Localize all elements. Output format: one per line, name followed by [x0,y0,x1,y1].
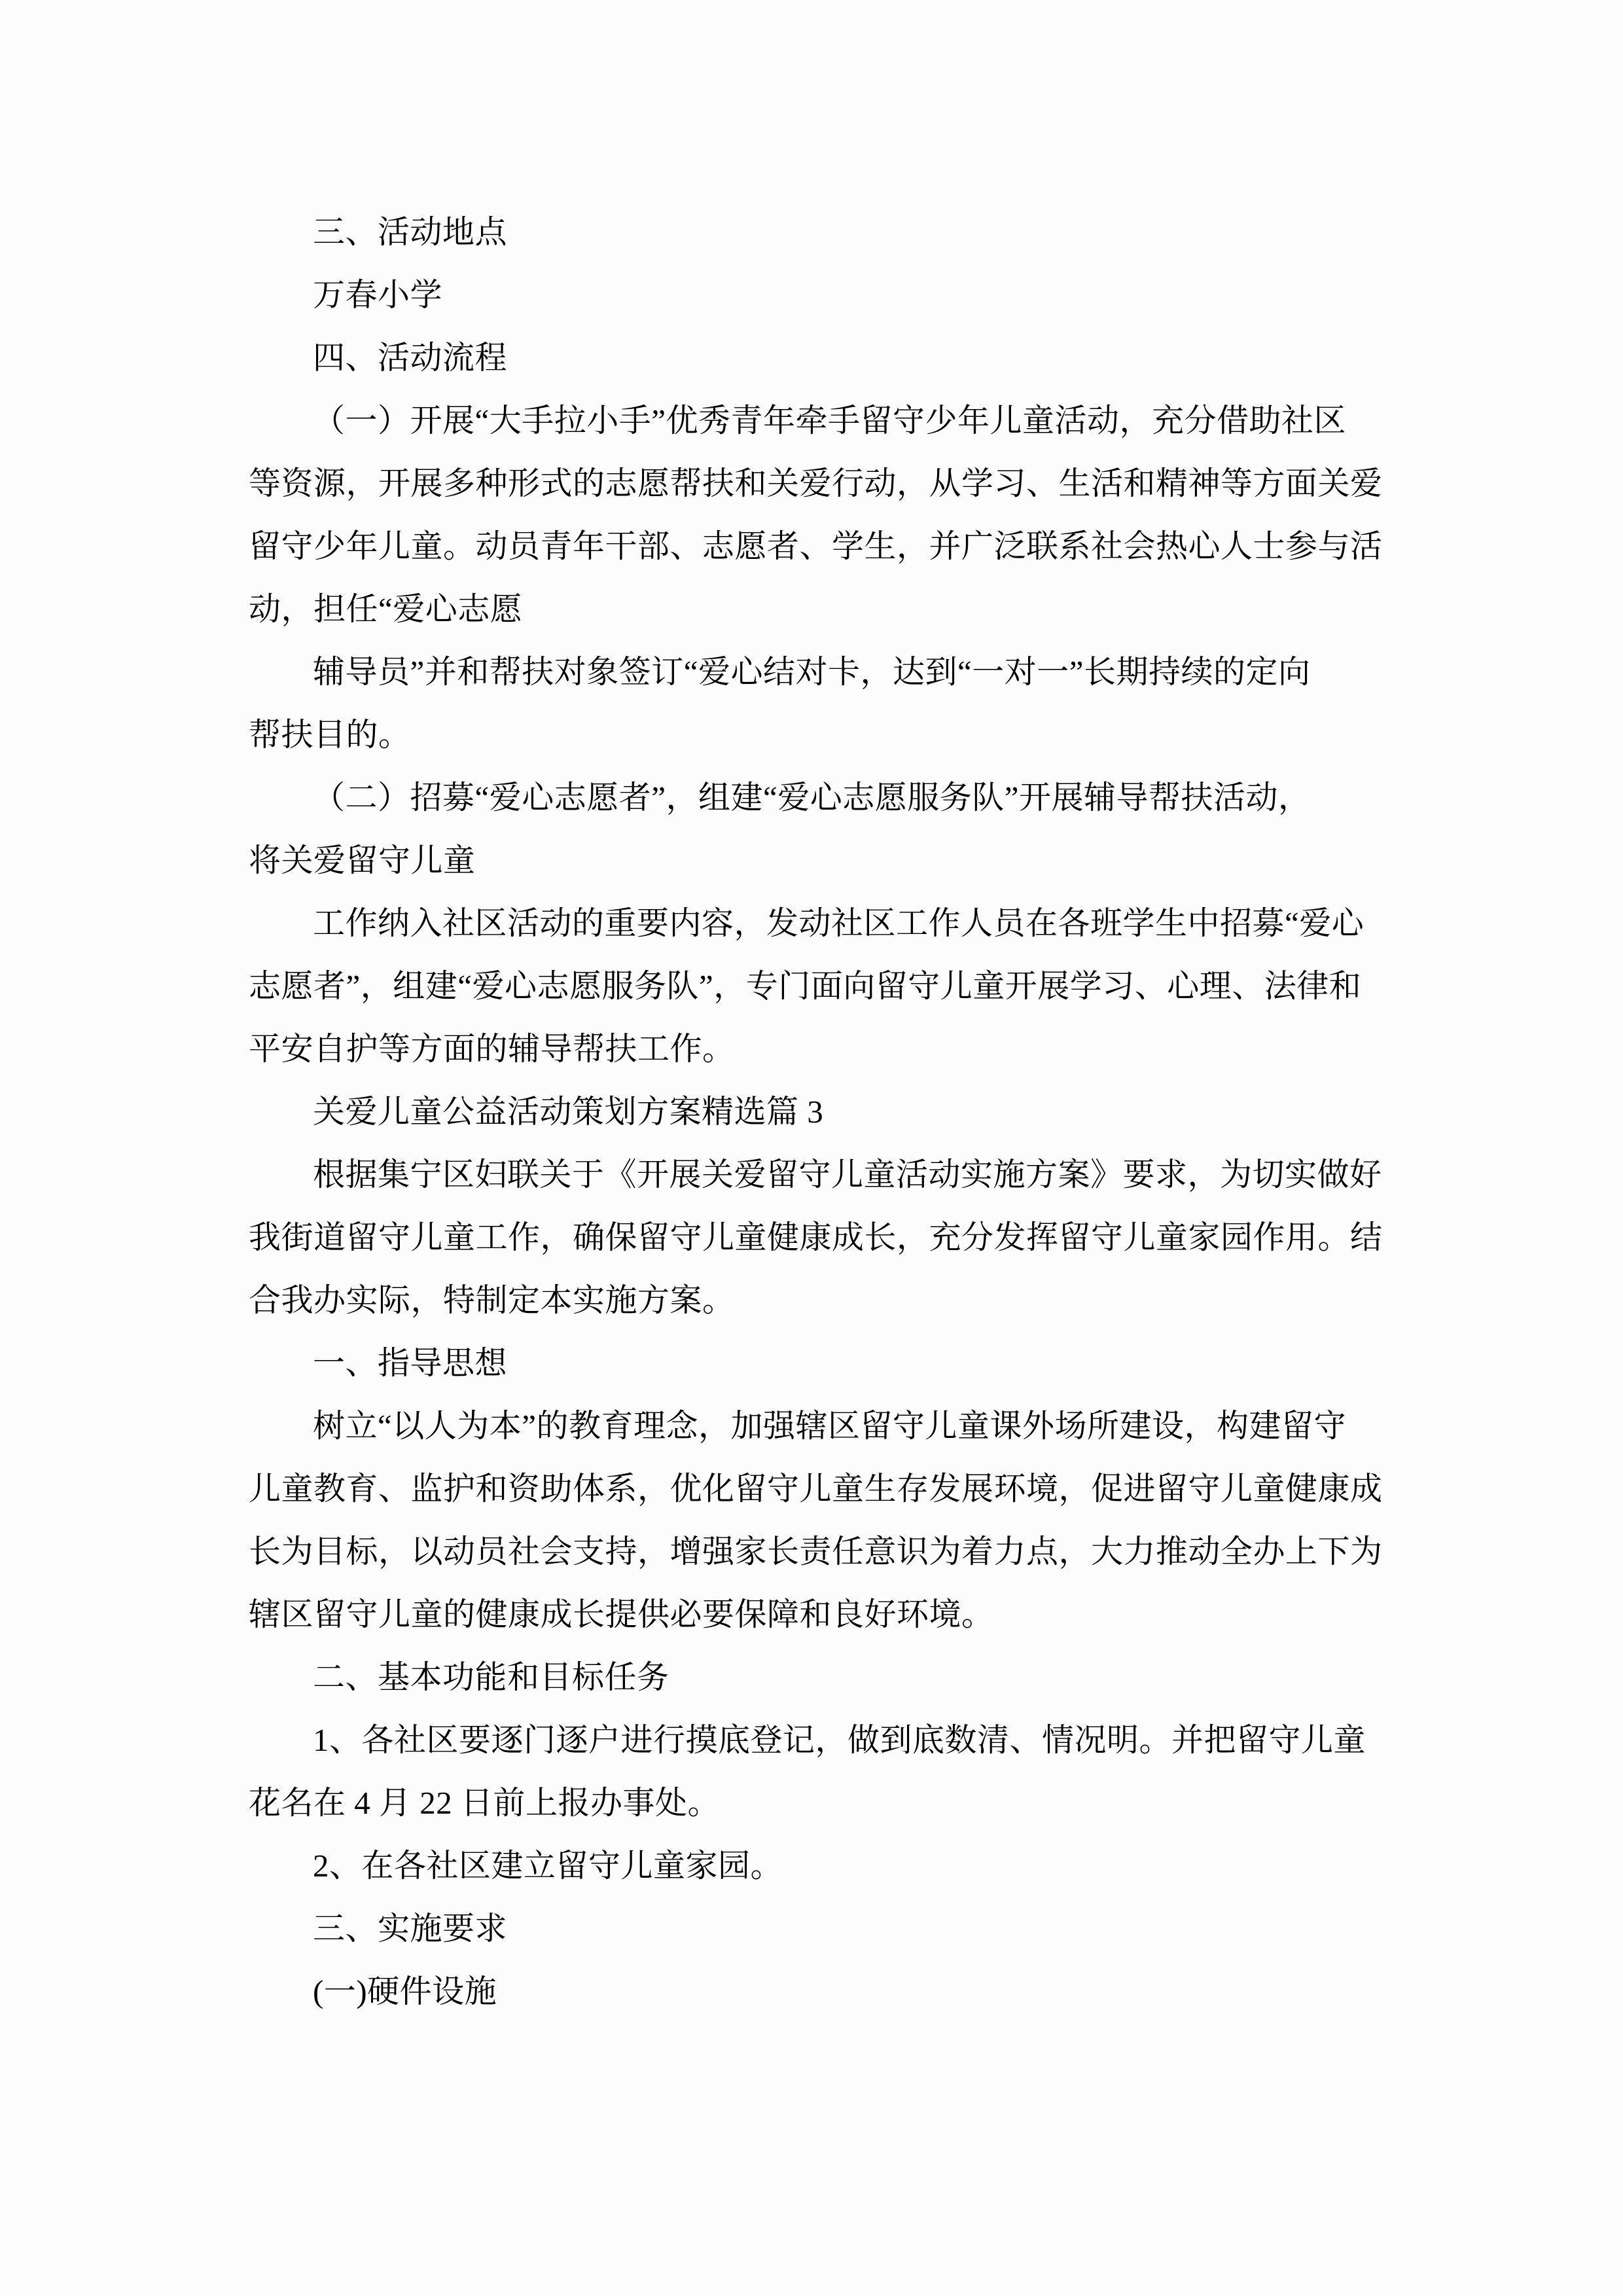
text-line: 三、实施要求 [313,1910,508,1946]
text-line: 花名在 4 月 22 日前上报办事处。 [249,1785,721,1821]
text-line: 二、基本功能和目标任务 [313,1659,669,1695]
text-line: （一）开展“大手拉小手”优秀青年牵手留守少年儿童活动，充分借助社区 [313,403,1346,439]
text-line: 万春小学 [313,277,443,313]
text-line: 2、在各社区建立留守儿童家园。 [313,1848,783,1884]
document-body [249,201,1381,2023]
text-line: 动，担任“爱心志愿 [249,591,523,627]
text-line: 根据集宁区妇联关于《开展关爱留守儿童活动实施方案》要求，为切实做好 [313,1157,1382,1193]
text-line: 树立“以人为本”的教育理念，加强辖区留守儿童课外场所建设，构建留守 [313,1408,1346,1444]
text-line: 1、各社区要逐门逐户进行摸底登记，做到底数清、情况明。并把留守儿童 [313,1722,1366,1758]
text-line: 辖区留守儿童的健康成长提供必要保障和良好环境。 [249,1596,994,1632]
text-line: 留守少年儿童。动员青年干部、志愿者、学生，并广泛联系社会热心人士参与活 [249,528,1383,564]
text-line: 将关爱留守儿童 [249,842,476,878]
text-line: 工作纳入社区活动的重要内容，发动社区工作人员在各班学生中招募“爱心 [313,905,1364,941]
text-line: 四、活动流程 [313,340,508,376]
text-line: (一)硬件设施 [313,1973,497,2009]
text-line: 帮扶目的。 [249,717,411,753]
text-line: 平安自护等方面的辅导帮扶工作。 [249,1031,735,1067]
text-line: 辅导员”并和帮扶对象签订“爱心结对卡，达到“一对一”长期持续的定向 [313,654,1311,690]
text-line: 长为目标，以动员社会支持，增强家长责任意识为着力点，大力推动全办上下为 [249,1534,1383,1570]
text-line: 关爱儿童公益活动策划方案精选篇 3 [313,1094,824,1130]
text-line: 一、指导思想 [313,1345,508,1381]
text-line: （二）招募“爱心志愿者”，组建“爱心志愿服务队”开展辅导帮扶活动， [313,780,1311,816]
text-line: 儿童教育、监护和资助体系，优化留守儿童生存发展环境，促进留守儿童健康成 [249,1471,1383,1507]
text-line: 三、活动地点 [313,214,508,250]
text-line: 合我办实际，特制定本实施方案。 [249,1282,735,1318]
text-line: 等资源，开展多种形式的志愿帮扶和关爱行动，从学习、生活和精神等方面关爱 [249,465,1383,501]
text-line: 志愿者”，组建“爱心志愿服务队”，专门面向留守儿童开展学习、心理、法律和 [249,968,1362,1004]
text-line: 我街道留守儿童工作，确保留守儿童健康成长，充分发挥留守儿童家园作用。结 [249,1219,1383,1255]
